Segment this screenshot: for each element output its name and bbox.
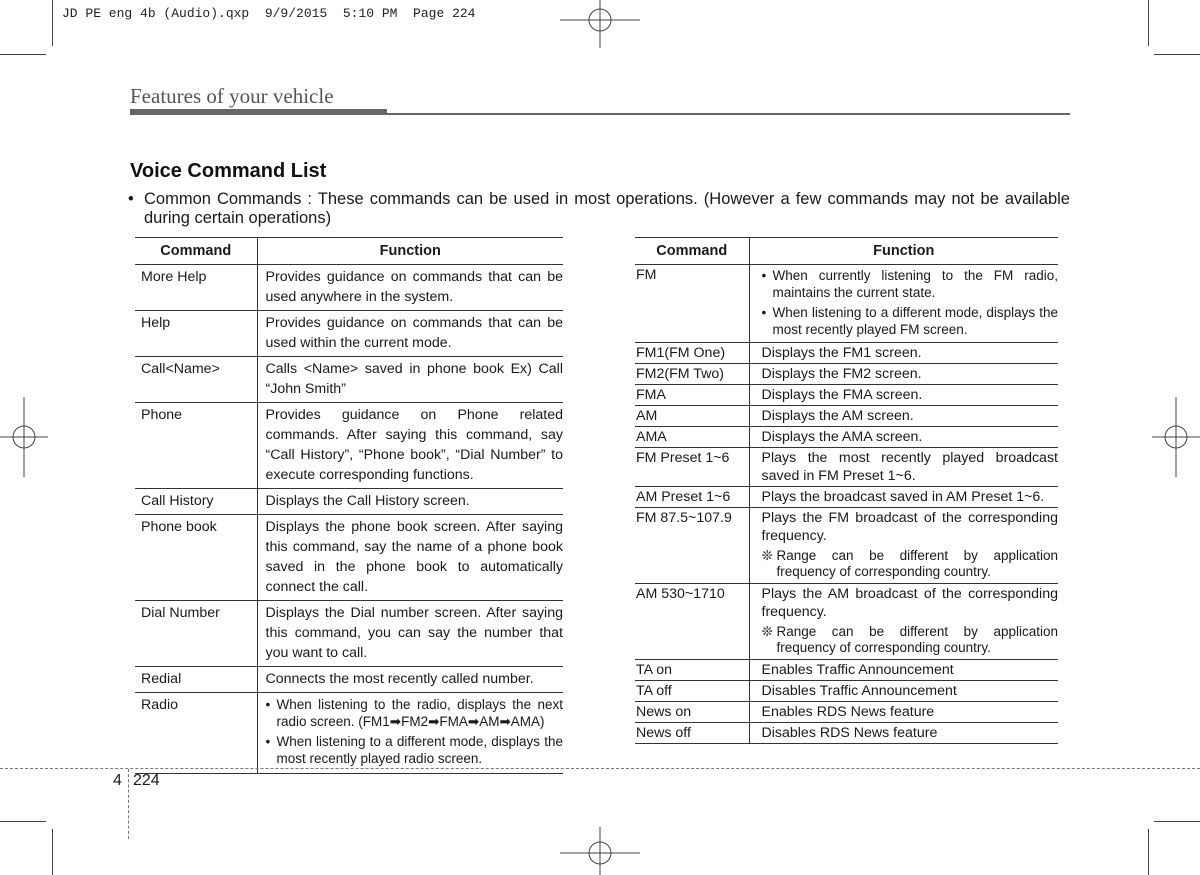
table-row — [135, 311, 563, 357]
table-row — [135, 693, 563, 774]
function-cell — [749, 448, 1058, 487]
table-row — [635, 343, 1058, 364]
table-row — [635, 508, 1058, 584]
table-header-row — [635, 238, 1058, 265]
function-text: Calls <Name> saved in phone book Ex) Call “John Smith” — [265, 361, 563, 397]
function-text: Enables Traffic Announcement — [761, 662, 954, 678]
function-cell — [749, 508, 1058, 584]
crop-mark — [1154, 54, 1200, 55]
function-text: Plays the AM broadcast of the corresponding frequency. — [761, 586, 1058, 620]
function-cell — [257, 265, 563, 311]
function-cell — [749, 385, 1058, 406]
range-note — [762, 548, 1059, 580]
crop-mark — [52, 0, 53, 46]
header-rule — [130, 109, 387, 115]
table-row — [135, 601, 563, 667]
command-table-right — [635, 237, 1058, 744]
command-cell: Help — [135, 311, 257, 357]
command-cell: Call History — [135, 489, 257, 515]
table-body — [635, 265, 1058, 744]
column-header-command: Command — [635, 238, 749, 265]
table-row — [135, 357, 563, 403]
footer-rule — [0, 768, 1200, 770]
table-row — [635, 265, 1058, 343]
table-row — [635, 385, 1058, 406]
table-row — [135, 265, 563, 311]
command-cell: Call<Name> — [135, 357, 257, 403]
table-row — [635, 681, 1058, 702]
function-cell — [749, 681, 1058, 702]
function-text: Disables Traffic Announcement — [761, 683, 957, 699]
function-text: Provides guidance on commands that can be used anywhere in the system. — [265, 269, 563, 305]
command-cell: AM — [635, 406, 749, 427]
command-table-left — [135, 237, 563, 774]
section-title: Features of your vehicle — [130, 84, 334, 108]
function-list-item — [762, 267, 1059, 301]
function-text: Displays the phone book screen. After saying this command, say the name of a phone book saved in the phone book to automatically connect the call. — [265, 519, 563, 595]
table-row — [635, 660, 1058, 681]
registration-mark-icon — [1150, 397, 1200, 477]
table-row — [635, 723, 1058, 744]
command-cell: News off — [635, 723, 749, 744]
function-cell — [257, 489, 563, 515]
function-cell — [749, 660, 1058, 681]
command-cell: More Help — [135, 265, 257, 311]
table-row — [135, 403, 563, 489]
function-cell — [749, 427, 1058, 448]
table-row — [635, 702, 1058, 723]
function-list-item — [266, 696, 564, 730]
table-header-row — [135, 238, 563, 265]
function-cell — [257, 357, 563, 403]
function-text: Displays the FMA screen. — [761, 387, 923, 403]
crop-mark — [52, 829, 53, 875]
function-text: Displays the AM screen. — [761, 408, 914, 424]
function-list-text: When currently listening to the FM radio, maintains the current state. — [772, 268, 1058, 300]
function-text: Displays the Dial number screen. After saying this command, you can say the number that you want to call. — [265, 605, 563, 661]
function-cell — [749, 584, 1058, 660]
intro-paragraph — [128, 190, 1070, 228]
table-row — [635, 448, 1058, 487]
table-body — [135, 265, 563, 774]
table-row — [635, 584, 1058, 660]
range-note — [762, 624, 1059, 656]
table-row — [635, 487, 1058, 508]
function-cell — [257, 693, 563, 774]
table-row — [135, 515, 563, 601]
function-cell — [257, 403, 563, 489]
function-list-text: When listening to a different mode, displays the most recently played radio screen. — [276, 734, 563, 766]
command-cell: Redial — [135, 667, 257, 693]
bullet-icon: • — [265, 697, 271, 712]
command-cell: FMA — [635, 385, 749, 406]
note-icon: ❊ — [761, 624, 773, 639]
command-cell: Radio — [135, 693, 257, 774]
function-text: Displays the AMA screen. — [761, 429, 923, 445]
command-cell: AM 530~1710 — [635, 584, 749, 660]
function-text: Plays the broadcast saved in AM Preset 1~6. — [761, 489, 1045, 505]
column-header-command: Command — [135, 238, 257, 265]
command-cell: AMA — [635, 427, 749, 448]
command-cell: FM Preset 1~6 — [635, 448, 749, 487]
function-cell — [749, 723, 1058, 744]
command-cell: TA on — [635, 660, 749, 681]
function-text: Displays the FM2 screen. — [761, 366, 922, 382]
print-slug: JD PE eng 4b (Audio).qxp 9/9/2015 5:10 PM Page 224 — [62, 6, 476, 21]
function-text: Enables RDS News feature — [761, 704, 935, 720]
function-text: Disables RDS News feature — [761, 725, 938, 741]
function-list-item — [266, 733, 564, 767]
table-row — [635, 427, 1058, 448]
bullet-icon: • — [265, 734, 271, 749]
command-cell: Phone book — [135, 515, 257, 601]
bullet-icon: • — [761, 305, 767, 320]
table-row — [135, 489, 563, 515]
function-text: Displays the FM1 screen. — [761, 345, 922, 361]
function-cell — [257, 601, 563, 667]
table-row — [135, 667, 563, 693]
function-list-text: When listening to a different mode, displays the most recently played FM screen. — [772, 305, 1058, 337]
table-row — [635, 364, 1058, 385]
note-icon: ❊ — [761, 548, 773, 563]
table-row — [635, 406, 1058, 427]
function-text: Displays the Call History screen. — [265, 493, 470, 509]
column-header-function: Function — [257, 238, 563, 265]
function-cell — [749, 487, 1058, 508]
function-cell — [749, 265, 1058, 343]
command-cell: AM Preset 1~6 — [635, 487, 749, 508]
bullet-icon: • — [761, 268, 767, 283]
function-cell — [257, 311, 563, 357]
function-text: Plays the most recently played broadcast saved in FM Preset 1~6. — [761, 450, 1058, 484]
crop-mark — [1148, 0, 1149, 46]
command-cell: Dial Number — [135, 601, 257, 667]
registration-mark-icon — [560, 0, 640, 50]
command-cell: FM 87.5~107.9 — [635, 508, 749, 584]
page-heading: Voice Command List — [130, 160, 327, 182]
function-text: Provides guidance on Phone related commands. After saying this command, say “Call History”, “Phone book”, “Dial Number” to execute corresponding functions. — [265, 407, 563, 483]
crop-mark — [1154, 821, 1200, 822]
intro-text: Common Commands : These commands can be used in most operations. (However a few commands may not be available during certain operations) — [144, 190, 1070, 227]
range-note-text: Range can be different by application frequency of corresponding country. — [776, 548, 1058, 579]
crop-mark — [1148, 829, 1149, 875]
command-cell: TA off — [635, 681, 749, 702]
command-cell: News on — [635, 702, 749, 723]
function-text: Plays the FM broadcast of the corresponding frequency. — [761, 510, 1058, 544]
crop-mark — [0, 821, 46, 822]
function-cell — [749, 702, 1058, 723]
bullet-icon: • — [128, 190, 134, 208]
function-cell — [749, 364, 1058, 385]
command-cell: Phone — [135, 403, 257, 489]
range-note-text: Range can be different by application frequency of corresponding country. — [776, 624, 1058, 655]
function-text: Connects the most recently called number. — [265, 671, 534, 687]
function-cell — [257, 667, 563, 693]
function-cell — [749, 343, 1058, 364]
page-number-value: 224 — [133, 772, 160, 789]
function-cell — [749, 406, 1058, 427]
function-list-text: When listening to the radio, displays the next radio screen. (FM1➡FM2➡FMA➡AM➡AMA) — [276, 697, 563, 729]
registration-mark-icon — [0, 397, 50, 477]
footer-rule — [128, 769, 130, 839]
crop-mark — [0, 54, 46, 55]
function-text: Provides guidance on commands that can be used within the current mode. — [265, 315, 563, 351]
registration-mark-icon — [560, 825, 640, 875]
column-header-function: Function — [749, 238, 1058, 265]
function-list-item — [762, 304, 1059, 338]
function-cell — [257, 515, 563, 601]
chapter-number: 4 — [113, 772, 122, 789]
command-cell: FM — [635, 265, 749, 343]
command-cell: FM2(FM Two) — [635, 364, 749, 385]
command-cell: FM1(FM One) — [635, 343, 749, 364]
header-rule — [387, 113, 1070, 115]
